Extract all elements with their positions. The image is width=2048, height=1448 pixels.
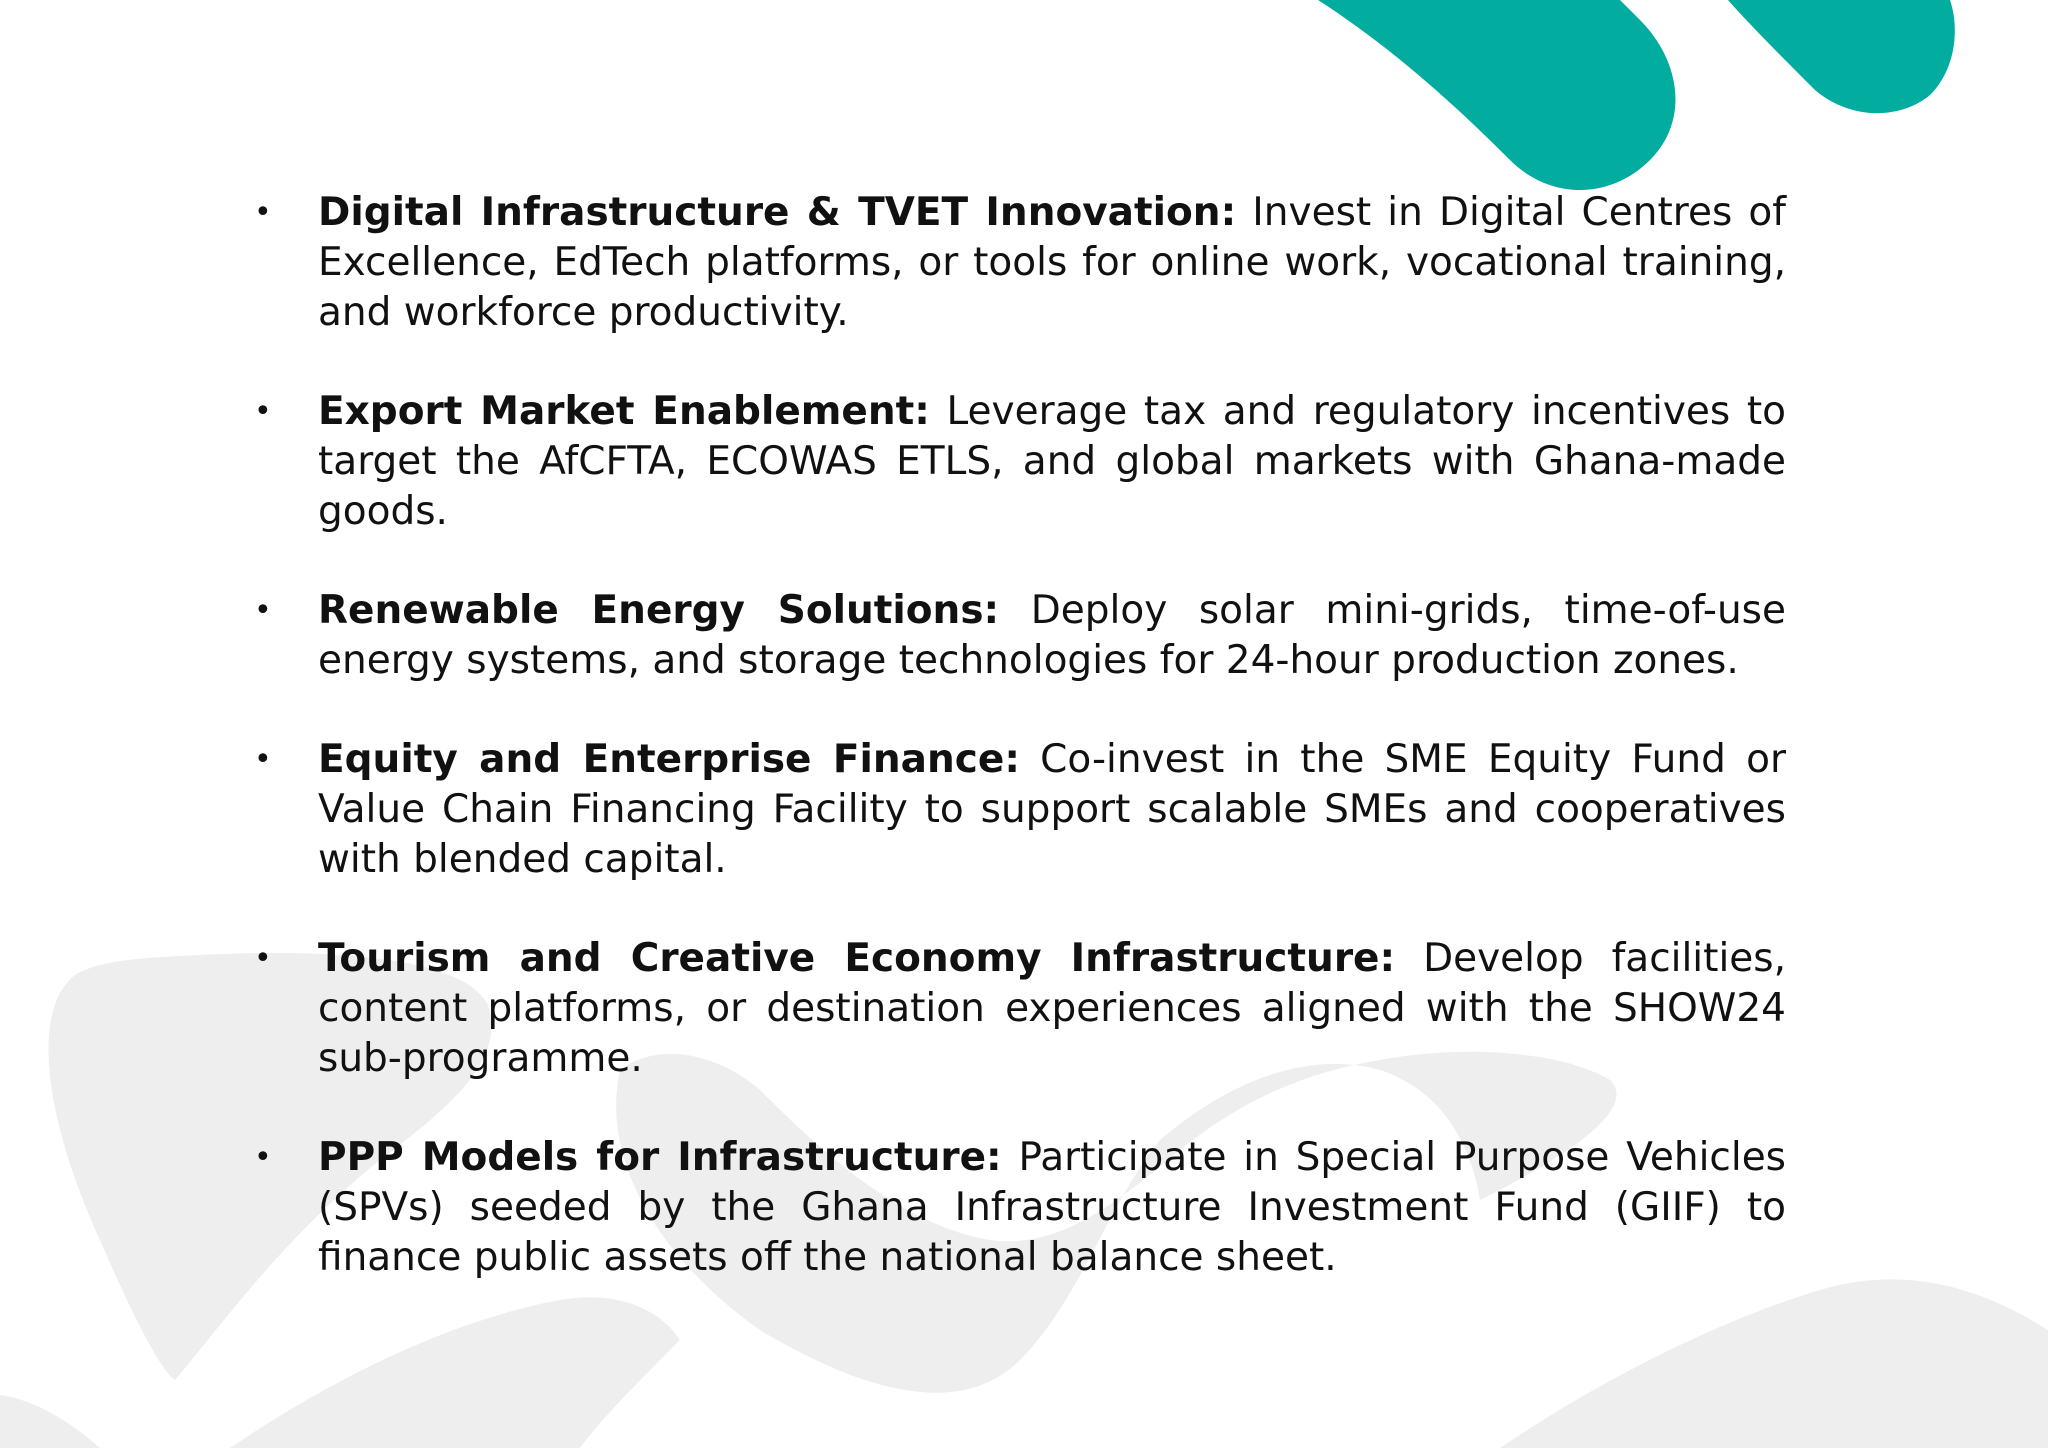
bullet-icon: • [254,742,272,777]
list-item-title: Renewable Energy Solutions: [318,588,1000,633]
list-item-text [318,188,1786,338]
list-item-text [318,735,1786,885]
bullet-icon: • [254,394,272,429]
bullet-icon: • [254,593,272,628]
main-content [250,188,1786,1283]
gray-wave-bottom [0,1395,100,1448]
list-item-title: PPP Models for Infrastructure: [318,1135,1002,1180]
gray-wave-bottom-center [230,1297,680,1448]
list-item-title: Digital Infrastructure & TVET Innovation: [318,190,1237,235]
list-item-body: Develop facilities, content platforms, or destination experiences aligned with the SHOW24 sub-programme. [318,936,1786,1081]
list-item-text [318,934,1786,1084]
list-item-title: Equity and Enterprise Finance: [318,737,1020,782]
teal-stroke-right [1728,0,1955,113]
list-item-body: Participate in Special Purpose Vehicles (SPVs) seeded by the Ghana Infrastructure Investment Fund (GIIF) to finance public assets off the national balance sheet. [318,1135,1787,1280]
list-item-title: Export Market Enablement: [318,389,930,434]
list-item-text [318,1133,1786,1283]
bullet-icon: • [254,195,272,230]
list-item [250,188,1786,338]
list-item [250,387,1786,537]
bullet-icon: • [254,1140,272,1175]
list-item-body: Leverage tax and regulatory incentives to target the AfCFTA, ECOWAS ETLS, and global markets with Ghana-made goods. [318,389,1786,534]
list-item [250,735,1786,885]
list-item-title: Tourism and Creative Economy Infrastructure: [318,936,1396,981]
list-item [250,934,1786,1084]
list-item-body: Co-invest in the SME Equity Fund or Value Chain Financing Facility to support scalable SMEs and cooperatives with blended capital. [318,737,1786,882]
bullet-icon: • [254,941,272,976]
list-item-body: Invest in Digital Centres of Excellence, EdTech platforms, or tools for online work, vocational training, and workforce productivity. [318,190,1786,335]
bullet-list [250,188,1786,1283]
list-item [250,586,1786,686]
gray-wave-right [1500,1279,2048,1448]
list-item-body: Deploy solar mini-grids, time-of-use energy systems, and storage technologies for 24-hour production zones. [318,588,1786,683]
list-item [250,1133,1786,1283]
teal-stroke-left [1318,0,1675,190]
list-item-text [318,586,1786,686]
list-item-text [318,387,1786,537]
